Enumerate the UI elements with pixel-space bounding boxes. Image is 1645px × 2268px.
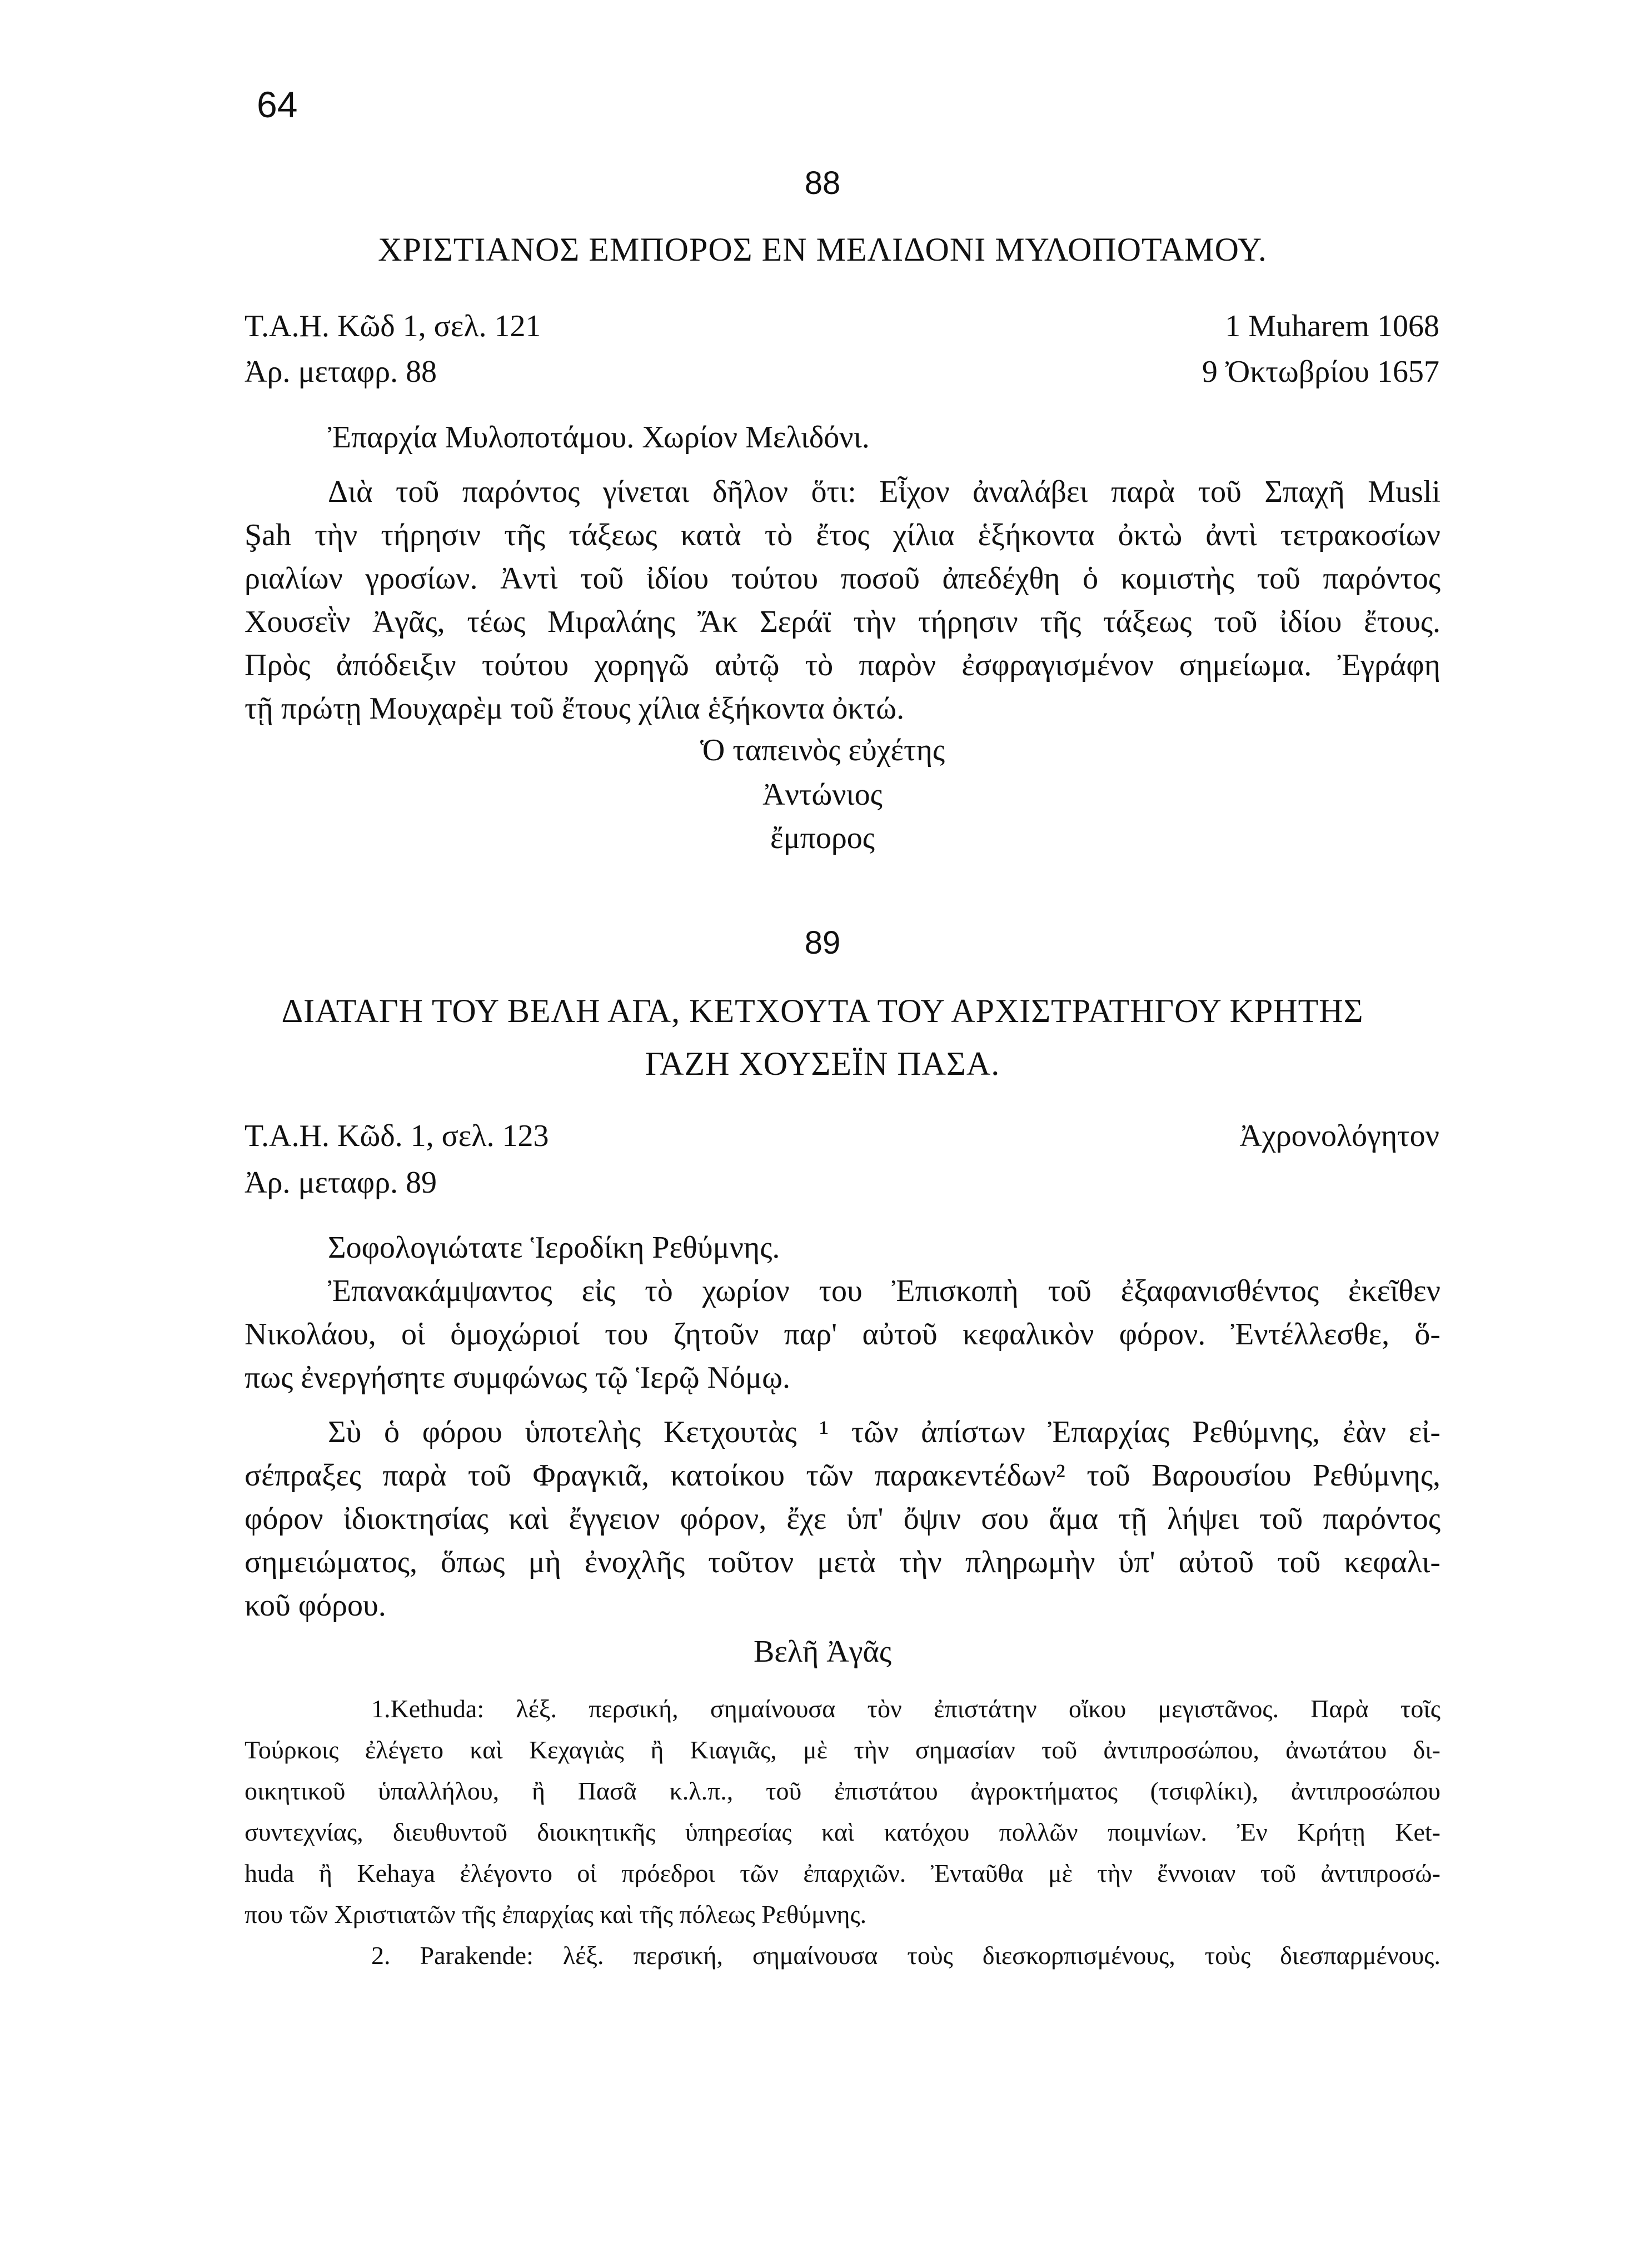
text-line-89: φόρον ἰδιοκτησίας καὶ ἔγγειον φόρον, ἔχε ὑπ' ὄψιν σου ἅμα τῇ λήψει τοῦ παρόντος: [245, 1502, 1440, 1536]
archive-reference-88: Τ.Α.Η. Κῶδ 1, σελ. 121: [245, 309, 541, 343]
footnote-1-line: 1.Kethuda: λέξ. περσική, σημαίνουσα τὸν ἐπιστάτην οἴκου μεγιστᾶνος. Παρὰ τοῖς: [371, 1694, 1440, 1723]
signature-name-88: Ἀντώνιος: [762, 777, 883, 812]
footnote-1-line: Τούρκοις ἐλέγετο καὶ Κεχαγιὰς ἢ Κιαγιᾶς, μὲ τὴν σημασίαν τοῦ ἀντιπροσώπου, ἀνωτάτου δι-: [245, 1736, 1440, 1764]
document-number-88: 88: [804, 165, 841, 201]
document-title-89-line2: ΓΑΖΗ ΧΟΥΣΕΪΝ ΠΑΣΑ.: [645, 1045, 1000, 1082]
page-number: 64: [257, 84, 298, 125]
footnote-1-line: οικητικοῦ ὑπαλλήλου, ἢ Πασᾶ κ.λ.π., τοῦ ἐπιστάτου ἀγροκτήματος (τσιφλίκι), ἀντιπροσώπου: [245, 1777, 1440, 1805]
text-line-88: Πρὸς ἀπόδειξιν τούτου χορηγῶ αὐτῷ τὸ παρὸν ἐσφραγισμένον σημείωμα. Ἐγράφη: [245, 648, 1440, 682]
translation-number-88: Ἀρ. μεταφρ. 88: [245, 355, 437, 389]
document-title-88: ΧΡΙΣΤΙΑΝΟΣ ΕΜΠΟΡΟΣ ΕΝ ΜΕΛΙΔΟΝΙ ΜΥΛΟΠΟΤΑΜΟΥ.: [378, 231, 1267, 268]
translation-number-89: Ἀρ. μεταφρ. 89: [245, 1165, 437, 1200]
archive-reference-89: Τ.Α.Η. Κῶδ. 1, σελ. 123: [245, 1119, 549, 1153]
date-hijri-88: 1 Muharem 1068: [1225, 309, 1439, 343]
text-line-88: ριαλίων γροσίων. Ἀντὶ τοῦ ἰδίου τούτου ποσοῦ ἀπεδέχθη ὁ κομιστὴς τοῦ παρόντος: [245, 561, 1440, 596]
text-line-89: Ἐπανακάμψαντος εἰς τὸ χωρίον του Ἐπισκοπὴ τοῦ ἐξαφανισθέντος ἐκεῖθεν: [328, 1274, 1440, 1308]
text-line-89: Σὺ ὁ φόρου ὑποτελὴς Κετχουτὰς ¹ τῶν ἀπίστων Ἐπαρχίας Ρεθύμνης, ἐὰν εἰ-: [328, 1415, 1440, 1449]
text-line-88: τῇ πρώτῃ Μουχαρὲμ τοῦ ἔτους χίλια ἑξήκοντα ὀκτώ.: [245, 691, 905, 726]
signature-title-88: ἔμπορος: [770, 821, 875, 855]
text-line-89: κοῦ φόρου.: [245, 1588, 386, 1623]
date-gregorian-88: 9 Ὀκτωβρίου 1657: [1202, 355, 1439, 389]
text-line-89: σέπραξες παρὰ τοῦ Φραγκιᾶ, κατοίκου τῶν παρακεντέδων² τοῦ Βαρουσίου Ρεθύμνης,: [245, 1458, 1440, 1493]
location-line-88: Ἐπαρχία Μυλοποτάμου. Χωρίον Μελιδόνι.: [328, 420, 870, 455]
text-line-89: Νικολάου, οἱ ὁμοχώριοί του ζητοῦν παρ' αὐτοῦ κεφαλικὸν φόρον. Ἐντέλλεσθε, ὅ-: [245, 1317, 1440, 1352]
signature-89: Βελῆ Ἀγᾶς: [753, 1634, 891, 1669]
date-undated-89: Ἀχρονολόγητον: [1239, 1119, 1439, 1153]
text-line-89: σημειώματος, ὅπως μὴ ἐνοχλῆς τοῦτον μετὰ τὴν πληρωμὴν ὑπ' αὐτοῦ τοῦ κεφαλι-: [245, 1545, 1440, 1579]
footnote-2: 2. Parakende: λέξ. περσική, σημαίνουσα τοὺς διεσκορπισμένους, τοὺς διεσπαρμένους.: [371, 1941, 1440, 1970]
document-number-89: 89: [804, 925, 841, 961]
text-line-88: Şah τὴν τήρησιν τῆς τάξεως κατὰ τὸ ἔτος χίλια ἑξήκοντα ὀκτὼ ἀντὶ τετρακοσίων: [245, 518, 1440, 552]
text-line-88: Χουσεῒν Ἀγᾶς, τέως Μιραλάης Ἄκ Σεράϊ τὴν τήρησιν τῆς τάξεως τοῦ ἰδίου ἔτους.: [245, 605, 1440, 639]
footnote-1-line: συντεχνίας, διευθυντοῦ διοικητικῆς ὑπηρεσίας καὶ κατόχου πολλῶν ποιμνίων. Ἐν Κρήτῃ Ket-: [245, 1818, 1440, 1846]
footnote-1-line: huda ἢ Kehaya ἐλέγοντο οἱ πρόεδροι τῶν ἐπαρχιῶν. Ἐνταῦθα μὲ τὴν ἔννοιαν τοῦ ἀντιπροσώ-: [245, 1859, 1440, 1887]
salutation-89: Σοφολογιώτατε Ἱεροδίκη Ρεθύμνης.: [328, 1230, 780, 1265]
document-title-89: ΔΙΑΤΑΓΗ ΤΟΥ ΒΕΛΗ ΑΓΑ, ΚΕΤΧΟΥΤΑ ΤΟΥ ΑΡΧΙΣΤΡΑΤΗΓΟΥ ΚΡΗΤΗΣ: [281, 993, 1364, 1029]
footnote-1-line: που τῶν Χριστιατῶν τῆς ἐπαρχίας καὶ τῆς πόλεως Ρεθύμνης.: [245, 1900, 867, 1928]
text-line-89: πως ἐνεργήσητε συμφώνως τῷ Ἱερῷ Νόμῳ.: [245, 1360, 790, 1395]
signature-line-88: Ὁ ταπεινὸς εὐχέτης: [700, 733, 945, 767]
text-line-88: Διὰ τοῦ παρόντος γίνεται δῆλον ὅτι: Εἶχον ἀναλάβει παρὰ τοῦ Σπαχῆ Musli: [328, 475, 1440, 509]
